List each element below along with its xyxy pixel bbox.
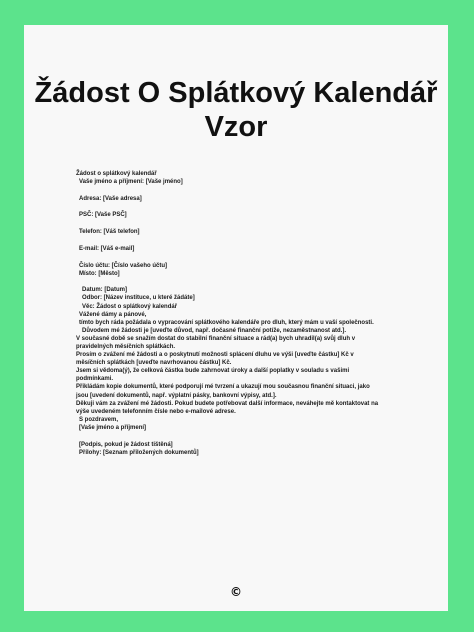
department-field: Odbor: [Název instituce, u které žádáte] [82, 295, 195, 302]
paragraph-line: tímto bych ráda požádala o vypracování splátkového kalendáře pro dluh, který mám u vaší společnosti. [79, 319, 374, 326]
subject-line: Věc: Žádost o splátkový kalendář [82, 303, 178, 310]
title-line-2: Vzor [204, 111, 268, 143]
signature-line: [Podpis, pokud je žádost tištěná] [79, 441, 173, 448]
closing: S pozdravem, [79, 416, 119, 423]
paragraph-line: Důvodem mé žádosti je [uveďte důvod, např. dočasné finanční potíže, nezaměstnanost atd.]. [82, 327, 347, 334]
letter-body [76, 170, 406, 457]
document-page [24, 25, 448, 611]
letter-heading: Žádost o splátkový kalendář [76, 171, 157, 177]
paragraph-line: výše uvedeném telefonním čísle nebo e-mailové adrese. [76, 408, 236, 415]
paragraph-line: Jsem si vědoma(ý), že celková částka bude zahrnovat úroky a další poplatky v souladu s vašimi [76, 368, 350, 375]
paragraph-line: měsíčních splátkách [uveďte navrhovanou částku] Kč. [76, 360, 232, 367]
address-field: Adresa: [Vaše adresa] [79, 195, 142, 202]
signature-name: [Vaše jméno a příjmení] [79, 424, 147, 431]
salutation: Vážené dámy a pánové, [79, 311, 147, 318]
email-field: E-mail: [Váš e-mail] [79, 245, 135, 252]
paragraph-line: pravidelných měsíčních splátkách. [76, 343, 176, 350]
paragraph-line: V současné době se snažím dostat do stabilní finanční situace a rád(a) bych uhradil(a) svůj dluh v [76, 335, 356, 342]
phone-field: Telefon: [Váš telefon] [79, 229, 140, 236]
place-field: Místo: [Město] [79, 270, 120, 277]
attachments-line: Přílohy: [Seznam přiložených dokumentů] [79, 449, 199, 456]
zip-field: PSČ: [Vaše PSČ] [79, 212, 127, 219]
paragraph-line: podmínkami. [76, 376, 114, 383]
paragraph-line: Děkuji vám za zvážení mé žádosti. Pokud budete potřebovat další informace, neváhejte mě kontaktovat na [76, 400, 379, 407]
copyright-icon: © [230, 585, 242, 599]
page-title [24, 76, 448, 144]
paragraph-line: Prosím o zvážení mé žádosti a o poskytnutí možnosti splácení dluhu ve výši [uveďte částku] Kč v [76, 352, 354, 359]
date-field: Datum: [Datum] [82, 287, 127, 294]
name-field: Vaše jméno a příjmení: [Vaše jméno] [79, 179, 183, 186]
paragraph-line: jsou [uvedení dokumentů, např. výplatní pásky, bankovní výpisy, atd.]. [76, 392, 277, 399]
account-field: Číslo účtu: [Číslo vašeho účtu] [79, 262, 168, 269]
paragraph-line: Přikládám kopie dokumentů, které podporují mé tvrzení a ukazují mou současnou finanční situaci, jako [76, 384, 370, 391]
title-line-1: Žádost O Splátkový Kalendář [34, 77, 438, 109]
